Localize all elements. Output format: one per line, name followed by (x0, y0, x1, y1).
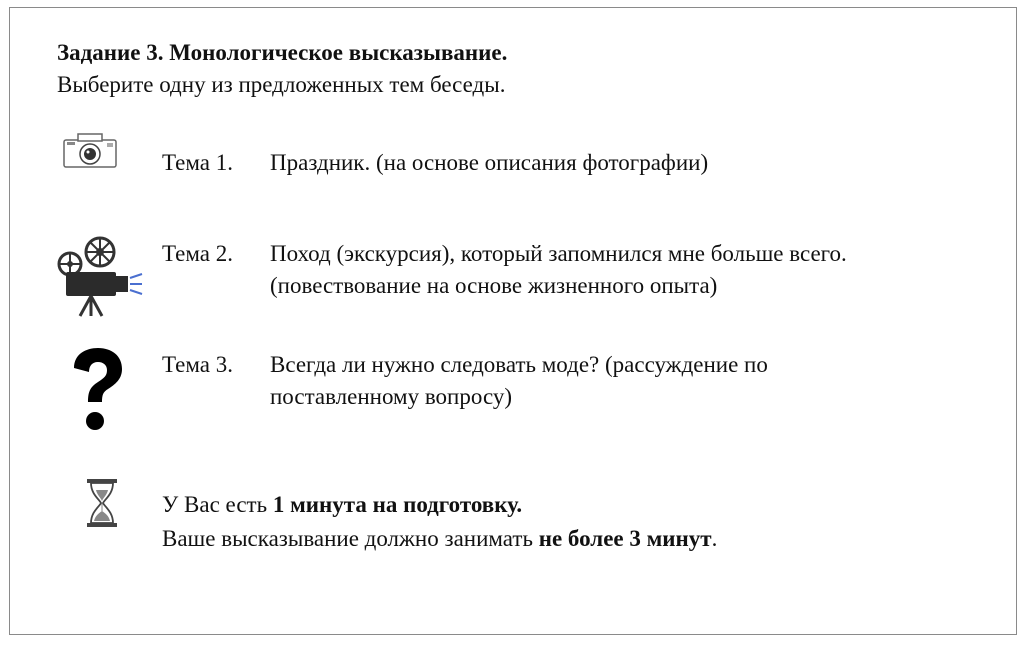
topic-3-line-1: Всегда ли нужно следовать моде? (рассуждение по (270, 352, 768, 377)
topic-3-label: Тема 3. (162, 352, 233, 377)
preparation-note (162, 488, 717, 556)
preparation-line (162, 488, 717, 522)
topic-1-label: Тема 1. (162, 150, 233, 175)
topic-2-label: Тема 2. (162, 241, 233, 266)
topic-3-text (270, 349, 768, 413)
topic-2-text (270, 238, 847, 302)
topic-1-line-1: Праздник. (на основе описания фотографии) (270, 150, 709, 175)
duration-prefix: Ваше высказывание должно занимать (162, 526, 539, 551)
topic-1-text (270, 147, 708, 179)
topic-3-line-2: поставленному вопросу) (270, 384, 513, 409)
duration-suffix: . (711, 526, 718, 551)
task-instruction: Выберите одну из предложенных тем беседы. (57, 72, 506, 97)
film-projector-icon (54, 236, 144, 318)
hourglass-icon (86, 478, 118, 528)
preparation-time: 1 минута на подготовку. (272, 492, 523, 517)
task-title: Задание 3. Монологическое высказывание. (57, 40, 508, 65)
topic-2-line-1: Поход (экскурсия), который запомнился мне больше всего. (270, 241, 847, 266)
question-mark-icon (68, 346, 128, 434)
duration-limit: не более 3 минут (538, 526, 712, 551)
camera-icon (62, 130, 118, 170)
duration-line (162, 522, 717, 556)
preparation-prefix: У Вас есть (162, 492, 273, 517)
topic-2-line-2: (повествование на основе жизненного опыта) (270, 273, 718, 298)
